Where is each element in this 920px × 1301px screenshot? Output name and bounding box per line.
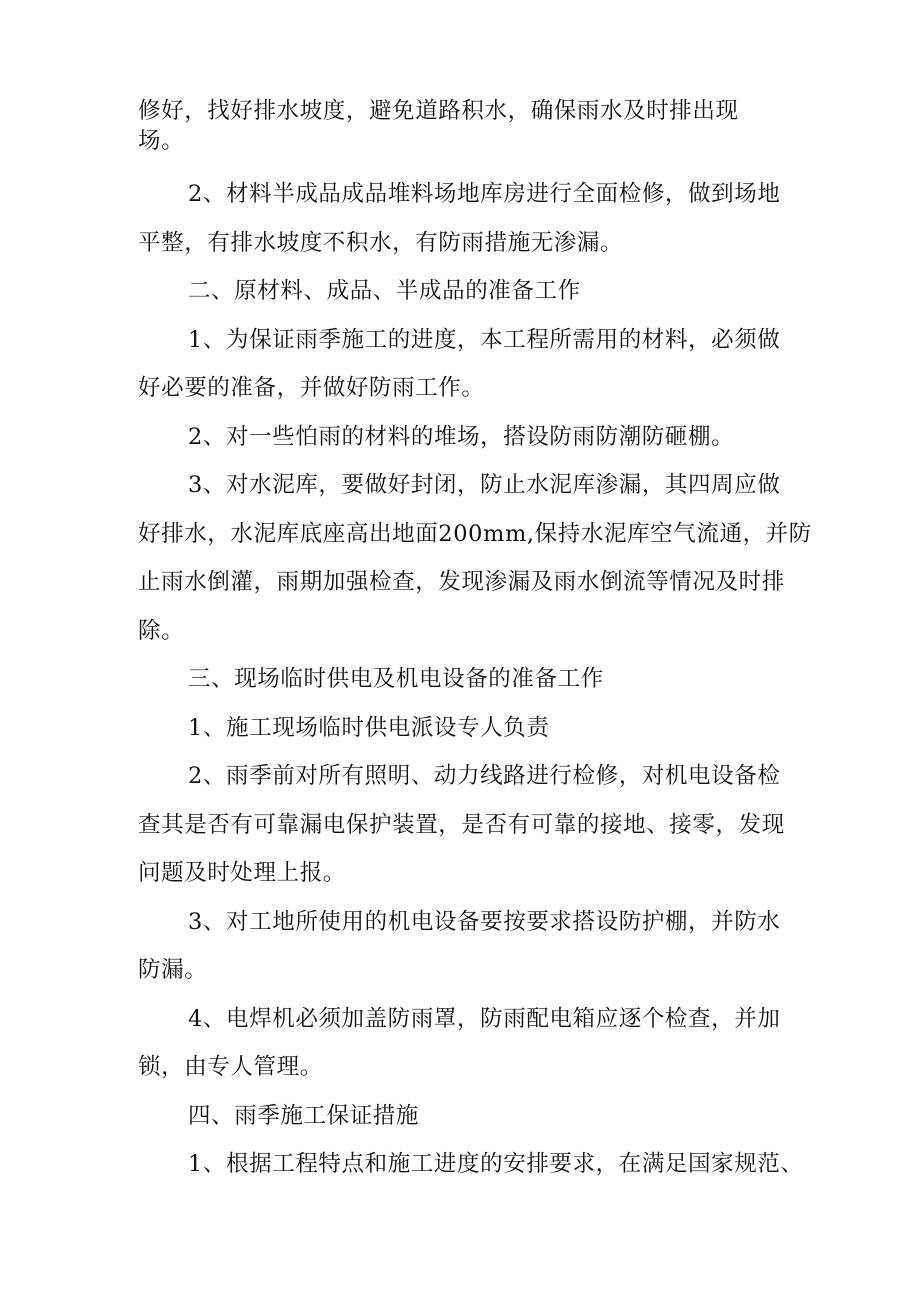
paragraph-line: 平整，有排水坡度不积水，有防雨措施无渗漏。 [138, 229, 624, 256]
paragraph-line: 1、为保证雨季施工的进度，本工程所需用的材料，必须做 [188, 326, 781, 353]
section-heading: 三、现场临时供电及机电设备的准备工作 [188, 666, 604, 692]
paragraph-line: 止雨水倒灌，雨期加强检查，发现渗漏及雨水倒流等情况及时排 [138, 569, 785, 595]
paragraph-line: 4、电焊机必须加盖防雨罩，防雨配电箱应逐个检查，并加 [188, 1005, 781, 1032]
paragraph-line: 好必要的准备，并做好防雨工作。 [138, 375, 485, 401]
paragraph-line: 修好，找好排水坡度，避免道路积水，确保雨水及时排出现 [138, 98, 739, 124]
paragraph-line: 3、对工地所使用的机电设备要按要求搭设防护棚，并防水 [188, 908, 781, 935]
paragraph-line: 1、施工现场临时供电派设专人负责 [188, 714, 550, 741]
paragraph-line: 防漏。 [138, 957, 208, 983]
document-body [138, 96, 812, 1189]
paragraph-line: 问题及时处理上报。 [138, 860, 346, 886]
paragraph-line: 除。 [138, 617, 185, 644]
paragraph-line: 1、根据工程特点和施工进度的安排要求，在满足国家规范、 [188, 1151, 804, 1177]
paragraph-line: 锁，由专人管理。 [138, 1054, 323, 1080]
paragraph-line: 3、对水泥库，要做好封闭，防止水泥库渗漏，其四周应做 [188, 472, 781, 498]
paragraph-line: 2、雨季前对所有照明、动力线路进行检修，对机电设备检 [188, 763, 781, 789]
section-heading: 四、雨季施工保证措施 [188, 1102, 420, 1129]
paragraph-line: 2、对一些怕雨的材料的堆场，搭设防雨防潮防砸棚。 [188, 423, 735, 450]
paragraph-line: 场。 [138, 128, 185, 154]
paragraph-line: 好排水，水泥库底座高出地面200mm,保持水泥库空气流通，并防 [138, 520, 812, 547]
paragraph-line: 2、材料半成品成品堆料场地库房进行全面检修，做到场地 [188, 181, 781, 207]
section-heading: 二、原材料、成品、半成品的准备工作 [188, 278, 581, 304]
paragraph-line: 查其是否有可靠漏电保护装置，是否有可靠的接地、接零，发现 [138, 811, 785, 838]
